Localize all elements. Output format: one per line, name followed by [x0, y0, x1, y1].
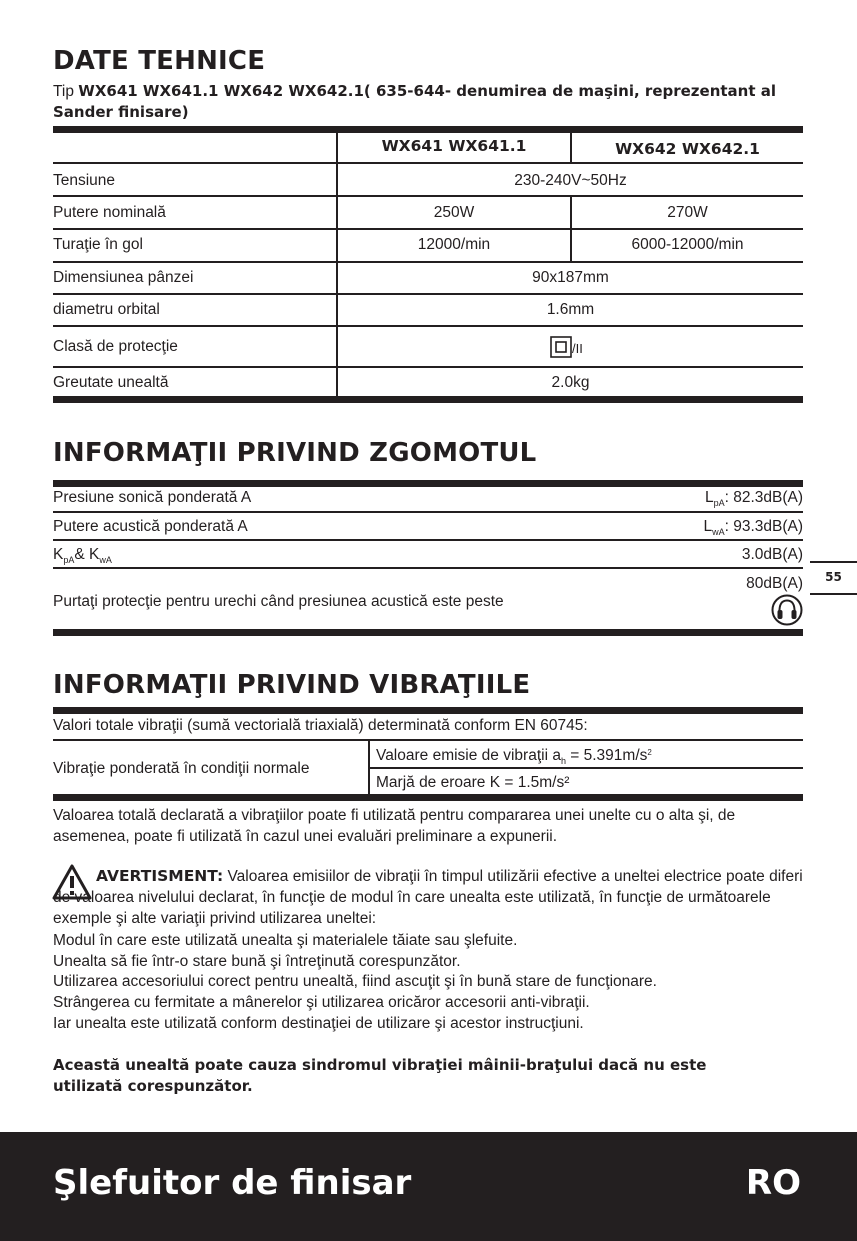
- value-putere-wx641: 250W: [433, 204, 475, 221]
- value-turatie-wx641: 12000/min: [417, 236, 491, 253]
- vib-bottom-rule: [53, 794, 803, 801]
- noise-protect-label: Purtaţi protecţie pentru urechi când presiunea acustică este peste: [53, 593, 504, 610]
- lpa-value: : 82.3dB(A): [724, 489, 803, 506]
- footer-language: RO: [745, 1163, 801, 1203]
- lpa-subscript: pA: [713, 498, 725, 508]
- vib-error: Marjă de eroare K = 1.5m/s²: [376, 774, 570, 791]
- noise-bottom-rule: [53, 629, 803, 636]
- row-label-greutate: Greutate unealtă: [53, 374, 169, 391]
- row-label-orbital: diametru orbital: [53, 301, 160, 318]
- tech-title: DATE TEHNICE: [53, 46, 266, 76]
- vib-line: Modul în care este utilizată unealta şi materialele tăiate sau şlefuite.: [53, 932, 518, 949]
- vib-top-rule: [53, 707, 803, 714]
- tip-models: WX641 WX641.1 WX642 WX642.1( 635-644- denumirea de maşini, reprezentant al Sander finisare): [53, 82, 777, 121]
- row-rule: [53, 162, 803, 164]
- lpa-symbol: L: [704, 489, 714, 506]
- row-rule: [53, 195, 803, 197]
- row-rule: [53, 293, 803, 295]
- vib-header: Valori totale vibraţii (sumă vectorială triaxială) determinată conform EN 60745:: [53, 717, 588, 734]
- col-divider: [570, 131, 572, 164]
- table-top-rule: [53, 126, 803, 133]
- lwa-value: : 93.3dB(A): [724, 518, 803, 535]
- col-header-wx641: WX641 WX641.1: [381, 137, 527, 155]
- vibration-title: INFORMAŢII PRIVIND VIBRAŢIILE: [53, 670, 531, 700]
- row-rule: [53, 539, 803, 541]
- emission-value: = 5.391m/s: [565, 747, 648, 764]
- noise-top-rule: [53, 480, 803, 487]
- value-greutate: 2.0kg: [551, 374, 590, 391]
- emission-subscript: h: [560, 756, 566, 766]
- vib-label: Vibraţie ponderată în condiţii normale: [53, 760, 310, 777]
- noise-value-k: 3.0dB(A): [741, 546, 803, 563]
- value-tensiune: 230-240V~50Hz: [514, 172, 627, 189]
- emission-superscript: 2: [647, 748, 652, 757]
- row-label-tensiune: Tensiune: [53, 172, 116, 189]
- noise-title: INFORMAŢII PRIVIND ZGOMOTUL: [53, 438, 537, 468]
- row-rule: [53, 511, 803, 513]
- row-rule: [53, 739, 803, 741]
- row-rule: [53, 325, 803, 327]
- vib-paragraph: Valoarea totală declarată a vibraţiilor poate fi utilizată pentru compararea unei unelte cu o alta şi, de asemenea, poate fi utilizată în cazul unei evaluări preliminare a expunerii.: [53, 807, 736, 845]
- row-rule: [53, 567, 803, 569]
- value-turatie-wx642: 6000-12000/min: [631, 236, 744, 253]
- value-dimensiune: 90x187mm: [532, 269, 609, 286]
- ear-protection-icon: [771, 594, 803, 626]
- row-rule: [53, 366, 803, 368]
- protection-class-text: /II: [572, 341, 583, 356]
- warning-text: Valoarea emisiilor de vibraţii în timpul utilizării efective a uneltei electrice poate diferi de valoarea nivelului declarat, în funcţie de modul în care unealta este utilizată, în funcţie de următoarele exemple şi alte variaţii privind utilizarea uneltei:: [53, 868, 803, 927]
- value-orbital: 1.6mm: [546, 301, 595, 318]
- table-bottom-rule: [53, 396, 803, 403]
- noise-label-presiune: Presiune sonică ponderată A: [53, 489, 252, 506]
- row-rule: [53, 228, 803, 230]
- row-label-dimensiune: Dimensiunea pânzei: [53, 269, 194, 286]
- tip-prefix: Tip: [53, 83, 74, 100]
- noise-protect-value: 80dB(A): [746, 575, 803, 592]
- footer-title: Şlefuitor de finisar: [53, 1163, 412, 1203]
- col-header-wx642: WX642 WX642.1: [615, 140, 760, 158]
- kwa-subscript: wA: [99, 555, 112, 565]
- protection-class-value: [550, 336, 583, 359]
- page-tab-rule: [810, 561, 857, 563]
- row-label-turatie: Turaţie în gol: [53, 236, 143, 253]
- noise-value-lpa: [600, 488, 803, 513]
- lwa-symbol: L: [703, 518, 713, 535]
- row-rule: [370, 767, 803, 769]
- value-putere-wx642: 270W: [667, 204, 708, 221]
- row-rule: [53, 261, 803, 263]
- vib-line: Iar unealta este utilizată conform destinaţiei de utilizare şi acestor instrucţiuni.: [53, 1015, 584, 1032]
- lwa-subscript: wA: [712, 527, 725, 537]
- model-type-line: [53, 81, 803, 123]
- double-insulation-icon: [550, 336, 572, 358]
- final-warning: Această unealtă poate cauza sindromul vibraţiei mâinii-braţului dacă nu este utilizată corespunzător.: [53, 1056, 707, 1095]
- vib-line: Strângerea cu fermitate a mânerelor şi utilizarea oricăror accesorii anti-vibraţii.: [53, 994, 590, 1011]
- emission-prefix: Valoare emisie de vibraţii a: [376, 747, 561, 764]
- kpa-subscript: pA: [63, 555, 75, 565]
- row-label-putere: Putere nominală: [53, 204, 166, 221]
- warning-label: AVERTISMENT:: [96, 867, 224, 885]
- kpa-symbol: K: [53, 546, 64, 563]
- noise-label-putere: Putere acustică ponderată A: [53, 518, 248, 535]
- kwa-symbol: & K: [74, 546, 100, 563]
- warning-paragraph: [53, 866, 808, 929]
- row-label-clasa: Clasă de protecţie: [53, 338, 178, 355]
- page-number: 55: [825, 570, 842, 584]
- vib-line: Unealta să fie într-o stare bună şi întreţinută corespunzător.: [53, 953, 461, 970]
- page-tab-rule: [810, 593, 857, 595]
- vib-line: Utilizarea accesoriului corect pentru unealtă, fiind ascuţit şi în bună stare de funcţionare.: [53, 973, 657, 990]
